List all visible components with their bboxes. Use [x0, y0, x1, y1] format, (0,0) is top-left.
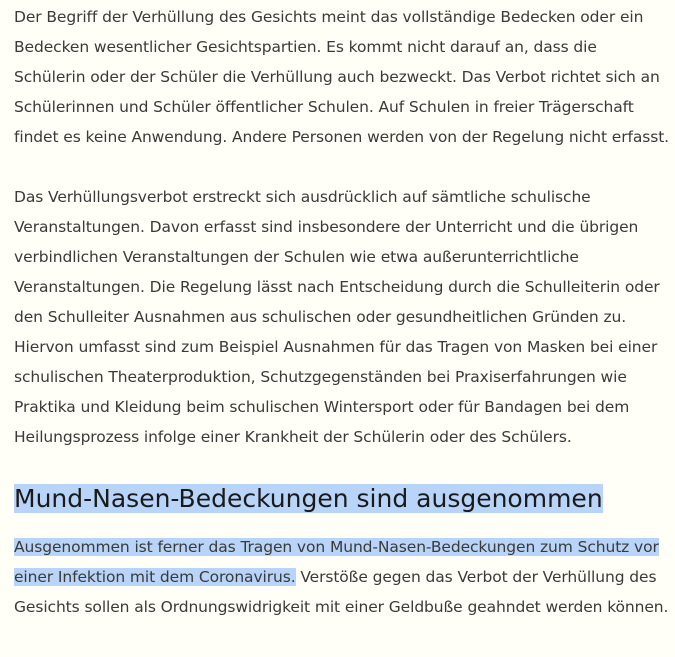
- section-heading-text: Mund-Nasen-Bedeckungen sind ausgenommen: [14, 484, 603, 513]
- paragraph-mask-exemption-rest: Verstöße gegen das Verbot der Verhüllung des Gesichts sollen als Ordnungswidrigkeit mit einer Geldbuße geahndet werden können.: [14, 568, 669, 616]
- paragraph-scope-exceptions: Das Verhüllungsverbot erstreckt sich ausdrücklich auf sämtliche schulische Veranstaltungen. Davon erfasst sind insbesondere der Unterricht und die übrigen verbindlichen Veranstaltungen der Schulen wie etwa außerunterrichtliche Veranstaltungen. Die Regelung lässt nach Entscheidung durch die Schulleiterin oder den Schulleiter Ausnahmen aus schulischen oder gesundheitlichen Gründen zu. Hiervon umfasst sind zum Beispiel Ausnahmen für das Tragen von Masken bei einer schulischen Theaterproduktion, Schutzgegenständen bei Praxiserfahrungen wie Praktika und Kleidung beim schulischen Wintersport oder für Bandagen bei dem Heilungsprozess infolge einer Krankheit der Schülerin oder des Schülers.: [14, 188, 660, 446]
- highlighted-selection: Ausgenommen ist ferner das Tragen von Mund-Nasen-Bedeckungen zum Schutz vor einer Infektion mit dem Coronavirus.: [14, 538, 659, 586]
- section-heading: [14, 482, 669, 516]
- paragraph-mask-exemption: [14, 532, 669, 622]
- paragraph-face-covering-definition: Der Begriff der Verhüllung des Gesichts meint das vollständige Bedecken oder ein Bedecken wesentlicher Gesichtspartien. Es kommt nicht darauf an, dass die Schülerin oder der Schüler die Verhüllung auch bezweckt. Das Verbot richtet sich an Schülerinnen und Schüler öffentlicher Schulen. Auf Schulen in freier Trägerschaft findet es keine Anwendung. Andere Personen werden von der Regelung nicht erfasst.: [14, 8, 669, 146]
